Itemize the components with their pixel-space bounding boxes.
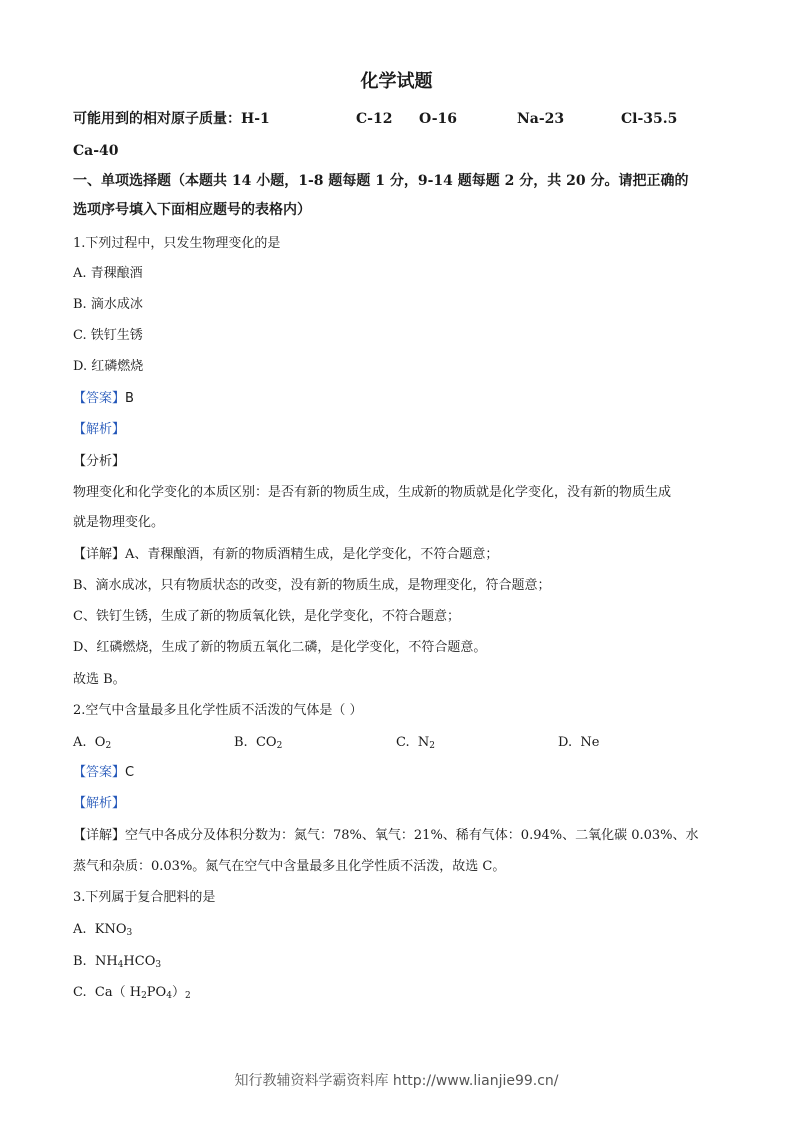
mass-c: C-12: [356, 111, 393, 127]
section-heading-line1: 一、单项选择题（本题共 14 小题，1-8 题每题 1 分，9-14 题每题 2 分，共 20 分。请把正确的: [73, 173, 689, 189]
q2-detail-line2: 蒸气和杂质：0.03%。氮气在空气中含量最多且化学性质不活泼，故选 C。: [73, 859, 506, 874]
q1-option-c: C. 铁钉生锈: [73, 328, 143, 343]
q1-analysis-tag: 【解析】: [73, 422, 126, 437]
q1-conclusion: 故选 B。: [73, 672, 126, 687]
mass-ca: Ca-40: [73, 143, 119, 159]
q1-detail-b: B、滴水成冰，只有物质状态的改变，没有新的物质生成，是物理变化，符合题意；: [73, 578, 551, 593]
q2-detail-line1: 【详解】空气中各成分及体积分数为：氮气：78%、氧气：21%、稀有气体：0.94%、二氧化碳 0.03%、水: [73, 828, 699, 843]
q2-analysis-tag: 【解析】: [73, 796, 126, 811]
q2-option-b: B. $CO_2$: [234, 735, 283, 751]
q1-answer: B: [125, 391, 134, 406]
q2-option-a: A. $O_2$: [73, 735, 112, 751]
atomic-mass-line: [73, 110, 723, 130]
q3-option-b: B. $NH_4HCO_3$: [73, 954, 162, 970]
q2-stem: 2.空气中含量最多且化学性质不活泼的气体是（ ）: [73, 703, 363, 718]
q1-fenxi-tag: 【分析】: [73, 454, 126, 469]
q1-detail-c: C、铁钉生锈，生成了新的物质氧化铁，是化学变化，不符合题意；: [73, 609, 460, 624]
q1-detail-d: D、红磷燃烧，生成了新的物质五氧化二磷，是化学变化，不符合题意。: [73, 640, 487, 655]
q1-fenxi-line1: 物理变化和化学变化的本质区别：是否有新的物质生成，生成新的物质就是化学变化，没有新的物质生成: [73, 485, 672, 500]
q1-fenxi-line2: 就是物理变化。: [73, 515, 165, 530]
section-heading-line2: 选项序号填入下面相应题号的表格内）: [73, 202, 311, 218]
answer-tag: 【答案】: [73, 765, 126, 780]
q1-option-a: A. 青稞酿酒: [73, 266, 143, 281]
q3-option-a: A. $KNO_3$: [73, 922, 133, 938]
q2-answer-line: [73, 764, 134, 782]
q1-option-b: B. 滴水成冰: [73, 297, 143, 312]
q2-options-row: [73, 734, 633, 752]
q3-option-c: C. Ca（ $H_2PO_4)_2$: [73, 985, 191, 1001]
page-title: 化学试题: [360, 71, 433, 92]
q1-detail-a: 【详解】A、青稞酿酒，有新的物质酒精生成，是化学变化，不符合题意；: [73, 547, 499, 562]
q1-option-d: D. 红磷燃烧: [73, 359, 144, 374]
mass-label: 可能用到的相对原子质量：H-1: [73, 111, 270, 127]
q2-option-d: D. Ne: [558, 735, 600, 750]
q2-detail-tag: 【详解】: [73, 828, 126, 843]
q1-detail-tag: 【详解】: [73, 547, 126, 562]
q2-option-c: C. $N_2$: [396, 735, 435, 751]
mass-cl: Cl-35.5: [621, 111, 678, 127]
q1-answer-line: [73, 390, 134, 408]
answer-tag: 【答案】: [73, 391, 126, 406]
mass-o: O-16: [419, 111, 458, 127]
q1-stem: 1.下列过程中，只发生物理变化的是: [73, 236, 281, 251]
q2-answer: C: [125, 765, 135, 780]
mass-na: Na-23: [517, 111, 565, 127]
footer-watermark: 知行教辅资料学霸资料库 http://www.lianjie99.cn/: [234, 1073, 559, 1089]
q3-stem: 3.下列属于复合肥料的是: [73, 890, 216, 905]
